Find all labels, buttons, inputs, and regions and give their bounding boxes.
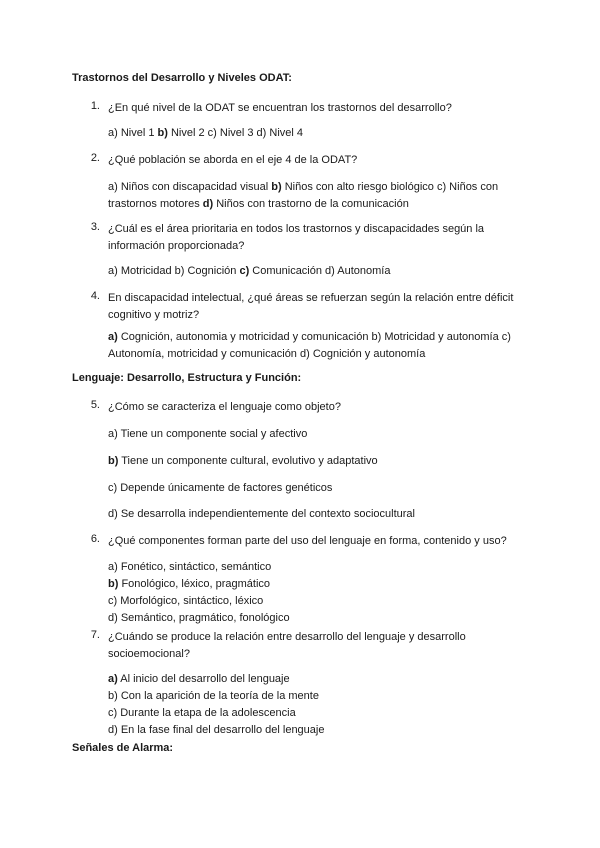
correct-answer-marker: d) <box>202 198 214 210</box>
answer-options: a) Niños con discapacidad visual b) Niños con alto riesgo biológico c) Niños con trastornos motores d) Niños con trastorno de la comunicación <box>108 181 499 210</box>
question-number: 3. <box>90 221 100 233</box>
question-text: ¿Cuál es el área prioritaria en todos los trastornos y discapacidades según la información proporcionada? <box>108 223 485 252</box>
answer-options: a) Fonético, sintáctico, semántico b) Fonológico, léxico, pragmático c) Morfológico, sintáctico, léxico d) Semántico, pragmático, fonológico <box>108 561 290 624</box>
correct-answer-marker: b) <box>108 578 119 590</box>
answer-options: a) Cognición, autonomia y motricidad y comunicación b) Motricidad y autonomía c) Autonomía, motricidad y comunicación d) Cognición y autonomía <box>108 331 511 360</box>
answer-option: c) Depende únicamente de factores genéticos <box>108 482 333 494</box>
correct-answer-marker: a) <box>108 673 118 685</box>
question-text: En discapacidad intelectual, ¿qué áreas se refuerzan según la relación entre déficit cognitivo y motriz? <box>108 292 514 321</box>
correct-answer-marker: b) <box>271 181 282 193</box>
question-text: ¿Qué población se aborda en el eje 4 de la ODAT? <box>108 154 358 166</box>
section-heading-lenguaje: Lenguaje: Desarrollo, Estructura y Función: <box>72 372 302 384</box>
question-number: 2. <box>90 152 100 164</box>
correct-answer-marker: c) <box>239 265 250 277</box>
correct-answer-marker: b) <box>108 455 119 467</box>
answer-options: a) Al inicio del desarrollo del lenguaje b) Con la aparición de la teoría de la mente c) Durante la etapa de la adolescencia d) En la fase final del desarrollo del lenguaje <box>108 673 325 736</box>
question-number: 6. <box>90 533 100 545</box>
question-number: 5. <box>90 399 100 411</box>
section-heading-trastornos: Trastornos del Desarrollo y Niveles ODAT: <box>72 72 292 84</box>
question-number: 1. <box>90 100 100 112</box>
question-text: ¿Cuándo se produce la relación entre desarrollo del lenguaje y desarrollo socioemocional? <box>108 631 466 660</box>
section-heading-senales: Señales de Alarma: <box>72 742 174 754</box>
answer-options: a) Nivel 1 b) Nivel 2 c) Nivel 3 d) Nivel 4 <box>108 127 304 139</box>
question-text: ¿Qué componentes forman parte del uso del lenguaje en forma, contenido y uso? <box>108 535 507 547</box>
answer-option: d) Se desarrolla independientemente del contexto sociocultural <box>108 508 415 520</box>
question-text: ¿En qué nivel de la ODAT se encuentran los trastornos del desarrollo? <box>108 102 452 114</box>
answer-options: a) Motricidad b) Cognición c) Comunicación d) Autonomía <box>108 265 391 277</box>
correct-answer-marker: a) <box>108 331 118 343</box>
correct-answer-marker: b) <box>157 127 168 139</box>
question-number: 7. <box>90 629 100 641</box>
question-text: ¿Cómo se caracteriza el lenguaje como objeto? <box>108 401 341 413</box>
answer-option: a) Tiene un componente social y afectivo <box>108 428 308 440</box>
answer-option: b) Tiene un componente cultural, evolutivo y adaptativo <box>108 455 378 467</box>
question-number: 4. <box>90 290 100 302</box>
